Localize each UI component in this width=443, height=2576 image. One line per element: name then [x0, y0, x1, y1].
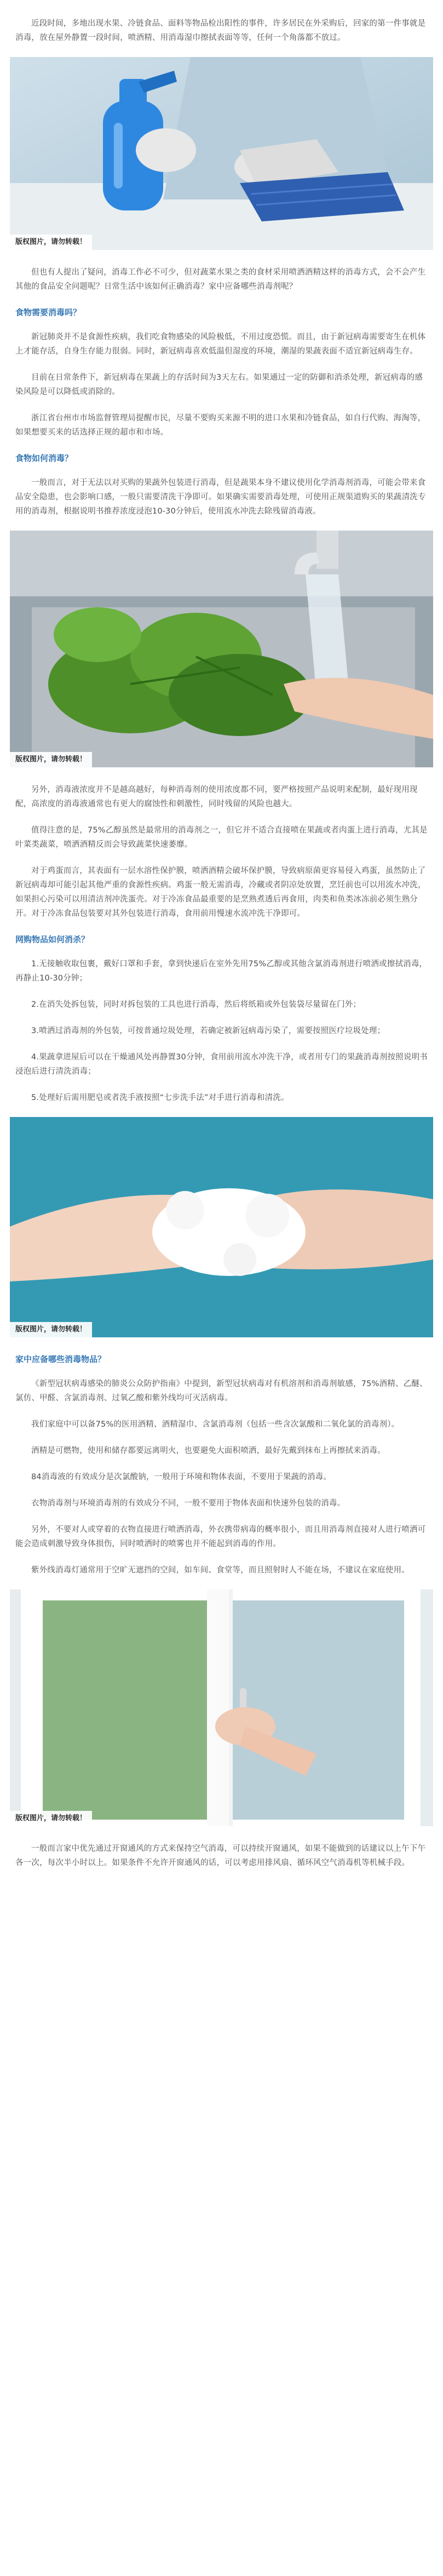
image-caption: 版权图片，请勿转载！ [10, 1811, 92, 1826]
paragraph: 紫外线消毒灯通常用于空旷无遮挡的空间，如车间、食堂等，而且照射时人不能在场，不建议在家庭使用。 [31, 1566, 410, 1575]
figure-hand-washing [10, 1117, 433, 1337]
spray-cleaning-image [10, 57, 433, 250]
step-4: 4.果蔬拿进屋后可以在干燥通风处再静置30分钟，食用前用流水冲洗干净，或者用专门的果蔬消毒剂按照说明书浸泡后进行清洗消毒； [15, 1053, 428, 1076]
intro-paragraph: 近段时间，多地出现水果、冷链食品、面料等物品检出阳性的事件，许多居民在外采购后，回家的第一件事就是消毒，放在屋外静置一段时间，喷酒精、用消毒湿巾擦拭表面等等，任何一个角落都不放过。 [15, 19, 426, 42]
washing-vegetables-image [10, 531, 433, 767]
step-5: 5.处理好后需用肥皂或者洗手液按照“七步洗手法”对手进行消毒和清洗。 [31, 1093, 289, 1102]
image-caption: 版权图片，请勿转载！ [10, 1322, 92, 1337]
paragraph: 我们家庭中可以备75%的医用酒精、酒精湿巾、含氯消毒剂（包括一些含次氯酸和二氧化氯的消毒剂）。 [31, 1420, 400, 1429]
step-1: 1.无接触收取包裹，戴好口罩和手套，拿到快递后在室外先用75%乙醇或其他含氯消毒剂进行喷洒或擦拭消毒，再静止10-30分钟； [15, 960, 428, 983]
paragraph: 一般而言，对于无法以对买购的果蔬外包装进行消毒，但是蔬果本身不建议使用化学消毒剂消毒，可能会带来食品安全隐患，也会影响口感，一般只需要清洗干净即可。如果确实需要消毒处理，可使用正规渠道购买的果蔬清洗专用的消毒剂，根据说明书推荐浓度浸泡10-30分钟后，使用流水冲洗去除残留消毒液。 [15, 478, 426, 516]
heading-home-disinfectants: 家中应备哪些消毒物品？ [15, 1354, 106, 1364]
figure-open-window [10, 1589, 433, 1826]
heading-online-shopping-disinfection: 网购物品如何消杀？ [15, 934, 90, 944]
paragraph: 值得注意的是，75%乙醇虽然是最常用的消毒剂之一，但它并不适合直接喷在果蔬或者肉蛋上进行消毒，尤其是叶菜类蔬菜，喷洒酒精反而会导致蔬菜快速萎靡。 [15, 826, 428, 849]
hand-washing-image [10, 1117, 433, 1337]
step-2: 2.在消失处拆包装，同时对拆包装的工具也进行消毒，然后将纸箱或外包装袋尽量留在门外； [31, 1000, 361, 1009]
paragraph: 衣物消毒剂与环境消毒剂的有效成分不同，一般不要用于物体表面和快速外包装的消毒。 [31, 1499, 346, 1508]
step-3: 3.喷洒过消毒剂的外包装，可按普通垃圾处理，若确定被新冠病毒污染了，需要按照医疗垃圾处理； [31, 1027, 386, 1035]
paragraph: 新冠肺炎并不是食源性疾病，我们吃食物感染的风险极低，不用过度恐慌。而且，由于新冠病毒需要寄生在机体上才能存活，自身生存能力很弱。同时，新冠病毒喜欢低温但湿度的环境，潮湿的果蔬表面不适宜新冠病毒生存。 [15, 333, 426, 356]
paragraph: 浙江省台州市市场监督管理局提醒市民，尽量不要购买来源不明的进口水果和冷链食品，如自行代购、海淘等，如果想要买来的话选择正规的超市和市场。 [15, 414, 426, 437]
question-paragraph: 但也有人提出了疑问，消毒工作必不可少，但对蔬菜水果之类的食材采用喷洒酒精这样的消毒方式，会不会产生其他的食品安全问题呢？日常生活中该如何正确消毒？家中应备哪些消毒剂呢？ [15, 268, 426, 291]
paragraph: 《新型冠状病毒感染的肺炎公众防护指南》中提到，新型冠状病毒对有机溶剂和消毒剂敏感，75%酒精、乙醚、氯仿、甲醛、含氯消毒剂、过氧乙酸和紫外线均可灭活病毒。 [15, 1380, 428, 1403]
open-window-image [10, 1589, 433, 1826]
heading-how-to-disinfect-food: 食物如何消毒？ [15, 453, 73, 463]
paragraph: 对于鸡蛋而言，其表面有一层水溶性保护膜，喷洒酒精会破坏保护膜，导致病原菌更容易侵入鸡蛋，虽然防止了新冠病毒却可能引起其他严重的食源性疾病。鸡蛋一般无需消毒，冷藏或者阴凉处放置，烹饪前也可以用流水冲洗，如果担心污染可以用清洁剂冲洗蛋壳。对于冷冻食品最重要的是烹熟煮透后再食用，肉类和鱼类冰冻前必须生熟分开。对于冷冻食品包装要对其外包装进行消毒，食用前用慢速水流冲洗干净即可。 [15, 867, 426, 918]
paragraph: 另外，不要对人或穿着的衣物直接进行喷洒消毒，外衣携带病毒的概率很小，而且用消毒剂直接对人进行喷洒可能会造成刺激导致身体损伤，同时喷洒时的喷雾也并不能起到消毒的作用。 [15, 1525, 426, 1548]
paragraph: 酒精是可燃物，使用和储存都要远离明火，也要避免大面积喷洒，最好先戴到抹布上再擦拭来消毒。 [31, 1446, 386, 1455]
paragraph: 一般而言家中优先通过开窗通风的方式来保持空气消毒，可以持续开窗通风，如果不能做到的话建议以上午下午各一次，每次半小时以上。如果条件不允许开窗通风的话，可以考虑用排风扇、循环风空气消毒机等机械手段。 [15, 1844, 426, 1867]
image-caption: 版权图片，请勿转载！ [10, 235, 92, 250]
heading-food-disinfection: 食物需要消毒吗？ [15, 307, 82, 317]
paragraph: 84消毒液的有效成分是次氯酸钠，一般用于环境和物体表面，不要用于果蔬的消毒。 [31, 1473, 332, 1481]
paragraph: 另外，消毒液浓度并不是越高越好，每种消毒剂的使用浓度都不同，要严格按照产品说明来配制，最好现用现配，高浓度的消毒液通常也有更大的腐蚀性和刺激性，同时残留的风险也越大。 [15, 785, 418, 808]
paragraph: 目前在日常条件下，新冠病毒在果蔬上的存活时间为3天左右。如果通过一定的防御和消杀处理，新冠病毒的感染风险是可以降低或消除的。 [15, 373, 423, 396]
image-caption: 版权图片，请勿转载！ [10, 752, 92, 767]
figure-spray-cleaning [10, 57, 433, 250]
figure-washing-vegetables [10, 531, 433, 767]
